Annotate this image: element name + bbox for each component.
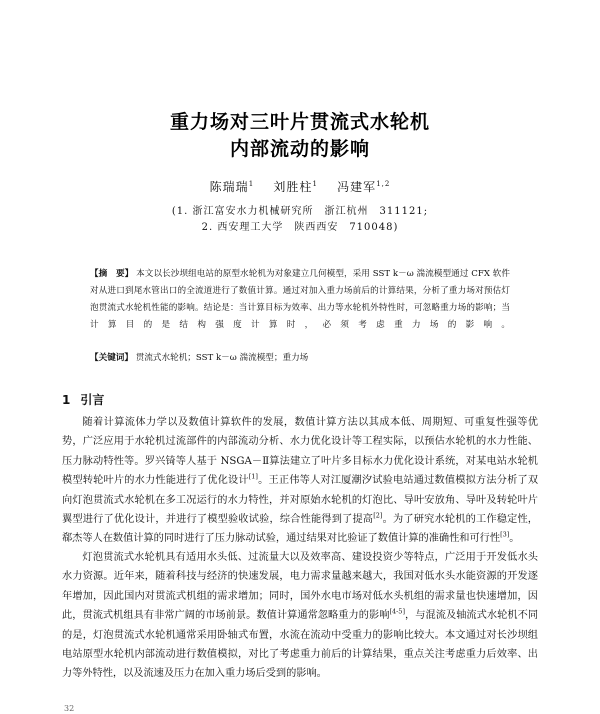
author-affiliation-mark: 1,2 xyxy=(376,180,391,188)
title-line-1: 重力场对三叶片贯流式水轮机 xyxy=(169,111,430,133)
citation-mark: [2] xyxy=(373,511,383,520)
author-name: 刘胜柱 xyxy=(273,180,313,194)
title-line-2: 内部流动的影响 xyxy=(229,138,370,160)
section-title: 引言 xyxy=(80,393,105,407)
paragraph-text: 。 xyxy=(509,533,520,545)
abstract-text: 本文以长沙坝组电站的原型水轮机为对象建立几何模型，采用 SST k－ω 湍流模型通过 CFX 软件对从进口到尾水管出口的全流道进行了数值计算。通过对加入重力场前后的计算结果，分析了重力场对预估灯泡贯流式水轮机性能的影响。结论是：当计算目标为效率、出力等水轮机外特性时，可忽略重力场的影响；当计算目的是结构强度计算时，必须考虑重力场的影响。 xyxy=(90,269,511,330)
abstract-label: 【摘 要】 xyxy=(90,269,134,279)
keywords xyxy=(90,350,510,367)
paragraph-text: 。为了研究水轮机的工作稳定性，郗杰等人在数值计算的同时进行了压力脉动试验，通过结果对比验证了数值计算的准确性和可行性 xyxy=(62,514,538,545)
abstract xyxy=(90,266,510,334)
section-heading xyxy=(62,391,104,408)
citation-mark: [4-5] xyxy=(389,607,405,616)
paragraph-text: 随着计算流体力学以及数值计算软件的发展，数值计算方法以其成本低、周期短、可重复性强等优势，广泛应用于水轮机过流部件的内部流动分析、水力优化设计等工程实际，以预估水轮机的水力性能、压力脉动特性等。罗兴锜等人基于 NSGA－Ⅱ算法建立了叶片多目标水力优化设计系统，对某电站水轮机模型转轮叶片的水力性能进行了优化设计 xyxy=(62,417,538,487)
author-affiliation-mark: 1 xyxy=(248,180,255,188)
paragraph-text: ，与混流及轴流式水轮机不同的是，灯泡贯流式水轮机通常采用卧轴式布置，水流在流动中受重力的影响比较大。本文通过对长沙坝组电站原型水轮机内部流动进行数值模拟，对比了考虑重力前后的计算结果，重点关注考虑重力后效率、出力等外特性，以及流速及压力在加入重力场后受到的影响。 xyxy=(62,610,539,680)
affiliation-line-1: (1. 浙江富安水力机械研究所 浙江杭州 311121; xyxy=(171,206,429,217)
paragraph-text: 。王正伟等人对江厦潮汐试验电站通过数值模拟方法分析了双向灯泡贯流式水轮机在多工况运行的水力特性，并对原始水轮机的灯泡比、导叶安放角、导叶及转轮叶片翼型进行了优化设计，并进行了模型验收试验，综合性能得到了提高 xyxy=(62,475,539,526)
paragraph-text: 灯泡贯流式水轮机具有适用水头低、过流量大以及效率高、建设投资少等特点，广泛用于开发低水头水力资源。近年来，随着科技与经济的快速发展，电力需求量越来越大，我国对低水头水能资源的开发逐年增加，因此国内对贯流式机组的需求增加；同时，国外水电市场对低水头机组的需求量也快速增加，因此，贯流式机组具有非常广阔的市场前景。数值计算通常忽略重力的影响 xyxy=(62,552,538,622)
section-number: 1 xyxy=(62,393,71,407)
keywords-text: 贯流式水轮机；SST k－ω 湍流模型；重力场 xyxy=(135,353,309,363)
author-list xyxy=(0,178,600,195)
body-paragraph-1 xyxy=(62,413,538,549)
page-number: 32 xyxy=(64,704,75,713)
citation-mark: [3] xyxy=(500,531,510,540)
citation-mark: [1] xyxy=(248,472,258,481)
author-name: 陈瑞瑞 xyxy=(209,180,249,194)
affiliation-line-2: 2. 西安理工大学 陕西西安 710048) xyxy=(201,222,399,233)
author-name: 冯建军 xyxy=(337,180,377,194)
keywords-label: 【关键词】 xyxy=(90,353,133,363)
body-paragraph-2 xyxy=(62,548,538,684)
author-affiliation-mark: 1 xyxy=(312,180,318,188)
